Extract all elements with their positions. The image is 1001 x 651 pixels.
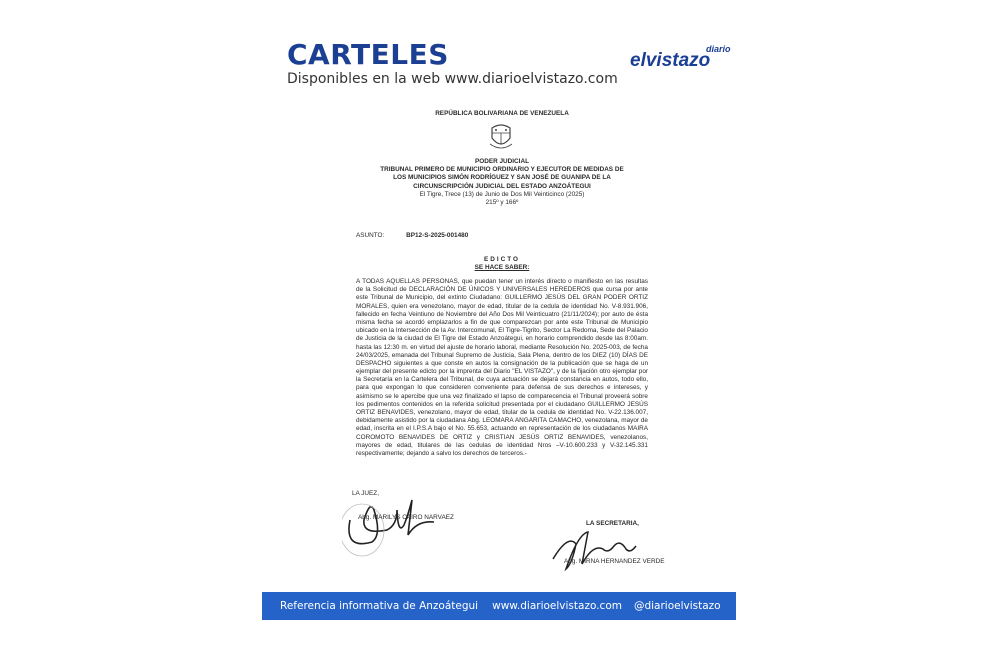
asunto-label: ASUNTO: (356, 232, 385, 239)
edicto-paragraph: A TODAS AQUELLAS PERSONAS, que puedan tener un interés directo o manifiesto en las resultas de la Solicitud de DECLARACIÓN DE ÚNICOS Y UNIVERSALES HEREDEROS que cursa por ante este Tribunal de Municipio, del extinto Ciudadano: GUILLERMO JESÚS DEL GRAN PODER ORTIZ MORALES, quien era venezolano, mayor de edad, titular de la cedula de identidad No. V-8.931.906, fallecido en fecha Veintiuno de Noviembre del Año Dos Mil Veinticuatro (21/11/2024); por auto de ésta misma fecha se acordó emplazarlos a fin de que comparezcan por ante este Tribunal de Municipio ubicado en la Intersección de la Av. Intercomunal, El Tigre-Tigrito, Sector La Redoma, Sede del Palacio de Justicia de la ciudad de El Tigre del Estado Anzoátegui, en horario comprendido desde las 8:00am. hasta las 12:30 m. en virtud del ajuste de horario laboral, mediante Resolución No. 2025-003, de fecha 24/03/2025, emanada del Tribunal Supremo de Justicia, Sala Plena, dentro de los DIEZ (10) DÍAS DE DESPACHO siguientes a que conste en autos la consignación de la publicación que se haga de un ejemplar del presente edicto por la imprenta del Diario "EL VISTAZO", y de la fijación otro ejemplar por la Secretaría en la Cartelera del Tribunal, de cuya actuación se dejará constancia en autos, todo ello, para que expongan lo que consideren conveniente para defensa de sus derechos e intereses, y asimismo se le apercibe que una vez finalizado el lapso de comparecencia el Tribunal proveerá sobre los pedimentos contenidos en la referida solicitud presentada por el ciudadano GUILLERMO JESÚS ORTIZ BENAVIDES, venezolano, mayor de edad, titular de la cedula de identidad No. V-22.136.007, debidamente asistido por la ciudadana Abg. LEOMARA ANGARITA CAMACHO, venezolana, mayor de edad, inscrita en el I.P.S.A bajo el No. 55.653, actuando en representación de los ciudadanos MAIRA COROMOTO BENAVIDES DE ORTIZ y CRISTIAN JESÚS ORTIZ BENAVIDES, venezolanos, mayores de edad, titulares de las cedulas de identidad Nros –V-10.600.233 y V-32.145.331 respectivamente; dejando a salvo los derechos de terceros.- (356, 278, 648, 457)
poster-card (262, 30, 736, 622)
years-line: 215º y 166º (485, 198, 519, 206)
date-line: El Tigre, Trece (13) de Junio de Dos Mil Veinticinco (2025) (419, 190, 585, 198)
footer-bar (262, 592, 736, 620)
footer-social-handle[interactable]: @diarioelvistazo (633, 600, 721, 612)
court-header (352, 158, 652, 207)
judicial-power: PODER JUDICIAL (475, 158, 529, 165)
footer-website-link[interactable]: www.diarioelvistazo.com (492, 600, 622, 612)
footer-reference: Referencia informativa de Anzoátegui (280, 600, 479, 612)
court-line-2: LOS MUNICIPIOS SIMÓN RODRÍGUEZ Y SAN JOSÉ DE GUANIPA DE LA (393, 174, 611, 182)
republic-heading: REPÚBLICA BOLIVARIANA DE VENEZUELA (435, 110, 569, 117)
edicto-label: EDICTO (483, 256, 521, 263)
se-hace-saber: SE HACE SABER: (474, 264, 530, 272)
court-line-1: TRIBUNAL PRIMERO DE MUNICIPIO ORDINARIO Y EJECUTOR DE MEDIDAS DE (380, 166, 624, 174)
poster-subtitle: Disponibles en la web www.diarioelvistazo.com (287, 71, 618, 87)
secretary-signature (548, 524, 638, 574)
logo-main-text: elvistazo (630, 50, 711, 71)
secretary-name: Abg. MIRNA HERNANDEZ VERDE (564, 558, 665, 565)
coat-of-arms-icon (488, 122, 514, 150)
asunto (356, 232, 468, 240)
legal-document (352, 102, 665, 597)
court-line-3: CIRCUNSCRIPCIÓN JUDICIAL DEL ESTADO ANZOÁTEGUI (413, 182, 591, 190)
logo-small-text: diario (706, 44, 731, 54)
asunto-value: BP12-S-2025-001480 (406, 232, 469, 239)
judge-label: LA JUEZ, (352, 490, 379, 497)
poster-title: CARTELES (287, 38, 449, 71)
secretary-label: LA SECRETARIA, (586, 520, 639, 527)
edicto-body (356, 278, 648, 458)
edicto-heading (352, 256, 652, 272)
judge-name: Abg. MARILYS CAIRO NARVAEZ (358, 514, 454, 521)
